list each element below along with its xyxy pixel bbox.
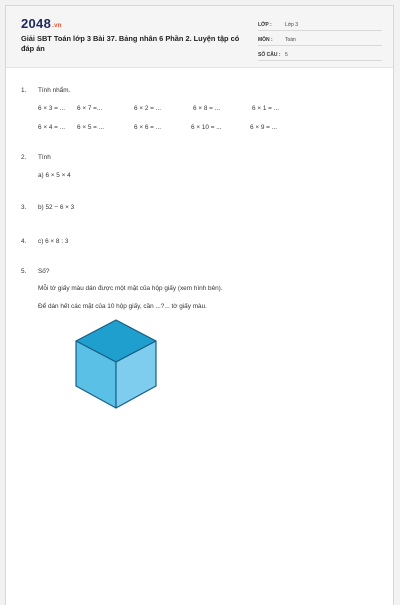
question-3-number: 3. — [21, 204, 27, 211]
question-1-heading — [21, 87, 70, 94]
meta-subject — [258, 34, 382, 46]
question-1-number: 1. — [21, 87, 27, 94]
q1-r1-c4: 6 × 8 = ... — [193, 105, 221, 112]
question-5-line-1: Mỗi tờ giấy màu dán được một mặt của hộp giấy (xem hình bên). — [38, 285, 223, 292]
question-2-sub: a) 6 × 5 × 4 — [38, 172, 71, 179]
q1-r1-c2: 6 × 7 =... — [77, 105, 103, 112]
meta-count — [258, 49, 382, 61]
worksheet-header — [6, 6, 393, 68]
question-2-number: 2. — [21, 154, 27, 161]
question-5-text: Số? — [38, 268, 50, 275]
question-3-text: b) 52 − 6 × 3 — [38, 204, 75, 211]
question-5-number: 5. — [21, 268, 27, 275]
q1-r2-c5: 6 × 9 = ... — [250, 124, 278, 131]
meta-grade-value: Lớp 3 — [285, 22, 299, 28]
meta-subject-value: Toán — [285, 37, 296, 43]
question-5-line-2: Để dán hết các mặt của 10 hộp giấy, cần ...?... tờ giấy màu. — [38, 303, 207, 310]
q1-r2-c2: 6 × 5 = ... — [77, 124, 105, 131]
q1-r1-c1: 6 × 3 = ... — [38, 105, 66, 112]
logo-text: 2048 — [21, 16, 52, 31]
meta-grade-label: LỚP : — [258, 22, 272, 28]
meta-subject-label: MÔN : — [258, 37, 273, 43]
q1-r2-c3: 6 × 6 = ... — [134, 124, 162, 131]
question-4-text: c) 6 × 8 : 3 — [38, 238, 69, 245]
question-2-heading — [21, 154, 51, 161]
page-title: Giải SBT Toán lớp 3 Bài 37. Bảng nhân 6 Phần 2. Luyện tập có đáp án — [21, 34, 240, 53]
q1-r2-c1: 6 × 4 = ... — [38, 124, 66, 131]
q1-r2-c4: 6 × 10 = ... — [191, 124, 222, 131]
meta-count-value: 5 — [285, 52, 288, 58]
site-logo[interactable] — [21, 16, 62, 31]
question-5-heading — [21, 268, 49, 275]
q1-r1-c5: 6 × 1 = ... — [252, 105, 280, 112]
question-4-heading — [21, 238, 68, 245]
meta-count-label: SỐ CÂU : — [258, 52, 281, 58]
q1-r1-c3: 6 × 2 = ... — [134, 105, 162, 112]
meta-grade — [258, 19, 382, 31]
logo-suffix: .vn — [52, 23, 62, 29]
question-1-text: Tính nhẩm. — [38, 87, 71, 94]
question-3-heading — [21, 204, 74, 211]
worksheet — [5, 5, 394, 605]
cube-illustration — [74, 318, 158, 410]
question-2-text: Tính — [38, 154, 51, 161]
question-4-number: 4. — [21, 238, 27, 245]
